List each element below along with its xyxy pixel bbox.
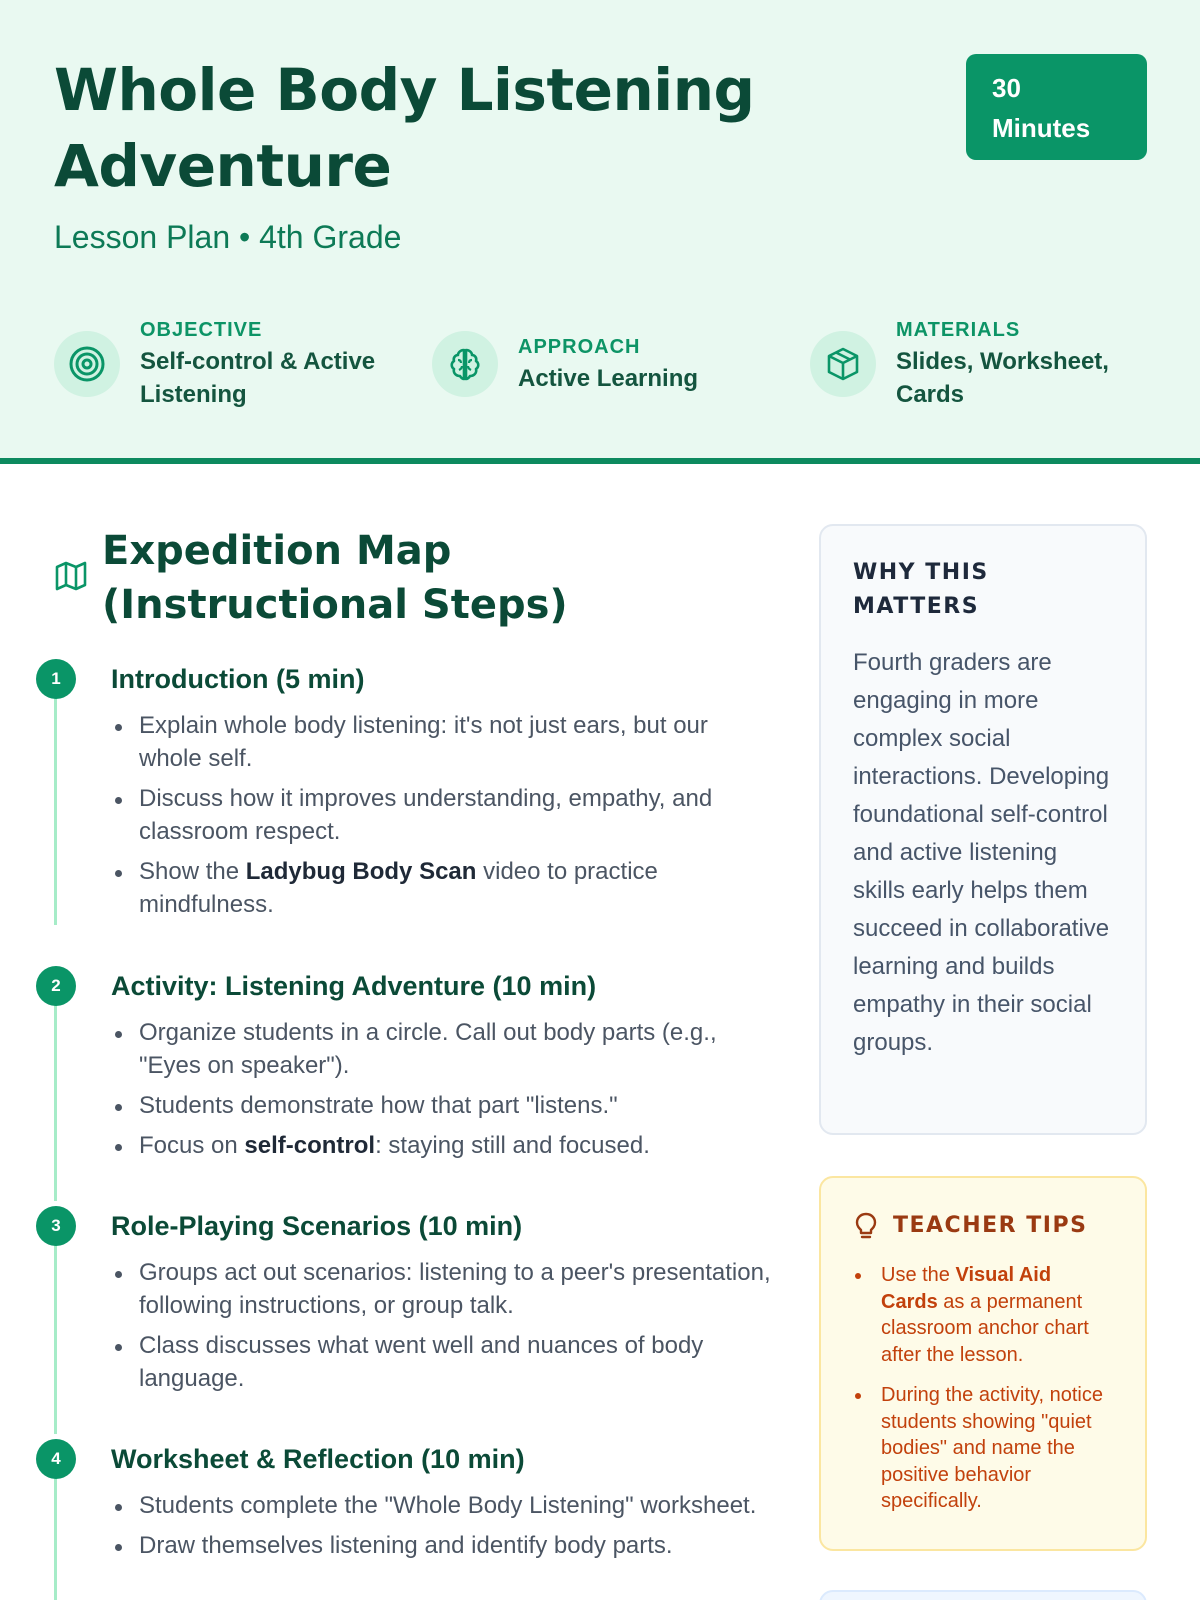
timeline-line: [54, 1244, 57, 1434]
step-title: Introduction (5 min): [111, 664, 365, 694]
list-item-emphasis: self-control: [244, 1132, 376, 1159]
list-item: Groups act out scenarios: listening to a peer's presentation, following instructions, or group talk.: [111, 1256, 771, 1322]
meta-approach: [432, 315, 762, 415]
tip-text: Use the: [881, 1264, 956, 1286]
list-item: Class discusses what went well and nuances of body language.: [111, 1329, 771, 1395]
list-item: Organize students in a circle. Call out body parts (e.g., "Eyes on speaker").: [111, 1016, 771, 1082]
why-title: WHY THIS MATTERS: [853, 560, 989, 619]
meta-materials: [810, 315, 1150, 415]
step-list: [111, 1489, 771, 1569]
map-icon: [54, 559, 88, 598]
meta-value: Self-control & Active Listening: [140, 348, 376, 408]
page-title: Whole Body Listening Adventure: [54, 56, 755, 200]
meta-objective: [54, 315, 384, 415]
list-item: Students complete the "Whole Body Listening" worksheet.: [111, 1489, 771, 1522]
meta-value: Active Learning: [518, 365, 699, 392]
list-item-text: Show the: [139, 858, 246, 885]
duration-number: 30: [992, 73, 1021, 103]
tip-item: [853, 1262, 1113, 1368]
list-item-emphasis: Ladybug Body Scan: [245, 858, 477, 885]
step-number-badge: 1: [36, 659, 76, 699]
list-item: [111, 855, 771, 921]
brain-icon: [432, 331, 498, 397]
timeline-line: [54, 1004, 57, 1201]
step-list: [111, 1016, 771, 1169]
tips-header: [853, 1208, 1113, 1244]
tip-item: During the activity, notice students showing "quiet bodies" and name the positive behavior specifically.: [853, 1382, 1113, 1515]
step-number-badge: 4: [36, 1439, 76, 1479]
list-item: Explain whole body listening: it's not just ears, but our whole self.: [111, 709, 771, 775]
page-subtitle: Lesson Plan • 4th Grade: [54, 219, 402, 255]
list-item: [111, 1129, 771, 1162]
why-this-matters-card: [819, 524, 1147, 1135]
step-title: Role-Playing Scenarios (10 min): [111, 1211, 523, 1241]
step-list: [111, 709, 771, 928]
list-item-text: video to practice mindfulness.: [139, 858, 658, 918]
step-3: [36, 1206, 771, 1406]
duration-badge: [966, 54, 1147, 160]
tip-text: as a permanent classroom anchor chart after the lesson.: [881, 1290, 1089, 1366]
meta-label: OBJECTIVE: [140, 319, 263, 341]
lightbulb-icon: [853, 1211, 879, 1246]
step-title: Worksheet & Reflection (10 min): [111, 1444, 525, 1474]
step-2: [36, 966, 756, 1166]
list-item: Discuss how it improves understanding, empathy, and classroom respect.: [111, 782, 771, 848]
meta-label: APPROACH: [518, 336, 641, 358]
next-sidebar-card: [819, 1590, 1147, 1600]
duration-unit: Minutes: [992, 113, 1091, 143]
step-title: Activity: Listening Adventure (10 min): [111, 971, 597, 1001]
list-item-text: : staying still and focused.: [375, 1132, 650, 1159]
list-item: Students demonstrate how that part "listens.": [111, 1089, 771, 1122]
lesson-header: [0, 0, 1200, 464]
timeline-line: [54, 1477, 57, 1600]
tips-title: TEACHER TIPS: [893, 1213, 1088, 1238]
step-4: [36, 1439, 756, 1600]
box-icon: [810, 331, 876, 397]
timeline-line: [54, 697, 57, 925]
meta-label: MATERIALS: [896, 319, 1021, 341]
step-number-badge: 2: [36, 966, 76, 1006]
teacher-tips-card: [819, 1176, 1147, 1551]
tip-emphasis: Visual Aid Cards: [881, 1264, 1052, 1313]
step-number-badge: 3: [36, 1206, 76, 1246]
meta-value: Slides, Worksheet, Cards: [896, 348, 1109, 408]
list-item: Draw themselves listening and identify body parts.: [111, 1529, 771, 1562]
list-item-text: Focus on: [139, 1132, 245, 1159]
step-list: [111, 1256, 771, 1402]
step-1: [36, 659, 756, 925]
target-icon: [54, 331, 120, 397]
tips-list: [853, 1262, 1113, 1515]
why-body: Fourth graders are engaging in more complex social interactions. Developing foundational self-control and active listening skills early helps them succeed in collaborative learning and builds empathy in their social groups.: [853, 649, 1110, 1056]
section-title: Expedition Map (Instructional Steps): [102, 528, 568, 628]
